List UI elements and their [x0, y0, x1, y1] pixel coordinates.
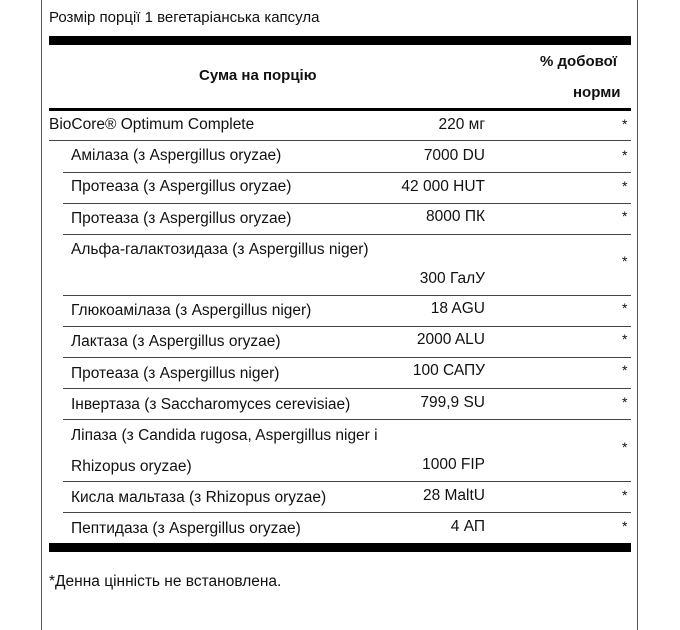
- ingredient-amount: 100 САПУ: [412, 362, 485, 379]
- daily-value: *: [622, 116, 628, 132]
- ingredient-name: Амілаза (з Aspergillus oryzae): [71, 147, 282, 164]
- daily-value: *: [622, 300, 628, 316]
- ingredient-name: Глюкоамілаза (з Aspergillus niger): [71, 302, 312, 319]
- daily-value-header-line2: норми: [573, 84, 621, 101]
- ingredient-amount: 4 АП: [450, 518, 485, 535]
- ingredient-amount: 42 000 HUT: [401, 178, 485, 195]
- row-divider: [63, 481, 631, 482]
- amount-per-serving-header: Сума на порцію: [199, 67, 317, 84]
- footnote: *Денна цінність не встановлена.: [49, 573, 282, 590]
- daily-value: *: [622, 178, 628, 194]
- row-divider: [63, 326, 631, 327]
- row-divider: [63, 203, 631, 204]
- ingredient-amount: 18 AGU: [430, 300, 485, 317]
- ingredient-amount: 8000 ПК: [426, 208, 485, 225]
- daily-value: *: [622, 439, 628, 455]
- ingredient-name: Лактаза (з Aspergillus oryzae): [71, 333, 281, 350]
- ingredient-amount: 7000 DU: [423, 147, 485, 164]
- ingredient-name: Протеаза (з Aspergillus oryzae): [71, 178, 292, 195]
- row-divider: [49, 140, 631, 141]
- row-divider: [63, 234, 631, 235]
- daily-value: *: [622, 518, 628, 534]
- row-divider: [63, 419, 631, 420]
- serving-size: Розмір порції 1 вегетаріанська капсула: [49, 9, 320, 26]
- ingredient-name-line2: Rhizopus oryzae): [71, 458, 192, 475]
- ingredient-amount: 300 ГалУ: [419, 270, 485, 287]
- ingredient-name: Інвертаза (з Saccharomyces cerevisiae): [71, 396, 351, 413]
- row-divider: [63, 388, 631, 389]
- daily-value: *: [622, 394, 628, 410]
- row-divider: [63, 357, 631, 358]
- header-divider: [49, 108, 631, 111]
- daily-value: *: [622, 147, 628, 163]
- daily-value: *: [622, 331, 628, 347]
- ingredient-amount: 28 MaltU: [422, 487, 485, 504]
- ingredient-name: Протеаза (з Aspergillus oryzae): [71, 210, 292, 227]
- ingredient-name: Протеаза (з Aspergillus niger): [71, 365, 280, 382]
- top-thick-divider: [49, 36, 631, 45]
- daily-value: *: [622, 253, 628, 269]
- bottom-thick-divider: [49, 543, 631, 552]
- row-divider: [63, 512, 631, 513]
- ingredient-amount: 220 мг: [438, 116, 485, 133]
- ingredient-name: BioCore® Optimum Complete: [49, 116, 255, 133]
- ingredient-name: Пептидаза (з Aspergillus oryzae): [71, 520, 301, 537]
- ingredient-name: Кисла мальтаза (з Rhizopus oryzae): [71, 489, 327, 506]
- ingredient-amount: 799,9 SU: [420, 394, 485, 411]
- row-divider: [63, 295, 631, 296]
- ingredient-amount: 2000 ALU: [416, 331, 485, 348]
- ingredient-name: Альфа-галактозидаза (з Aspergillus niger): [71, 241, 369, 258]
- daily-value: *: [622, 208, 628, 224]
- row-divider: [63, 172, 631, 173]
- daily-value-header-line1: % добової: [540, 53, 618, 70]
- ingredient-amount: 1000 FIP: [422, 456, 485, 473]
- daily-value: *: [622, 362, 628, 378]
- daily-value: *: [622, 487, 628, 503]
- ingredient-name: Ліпаза (з Candida rugosa, Aspergillus niger і: [71, 427, 378, 444]
